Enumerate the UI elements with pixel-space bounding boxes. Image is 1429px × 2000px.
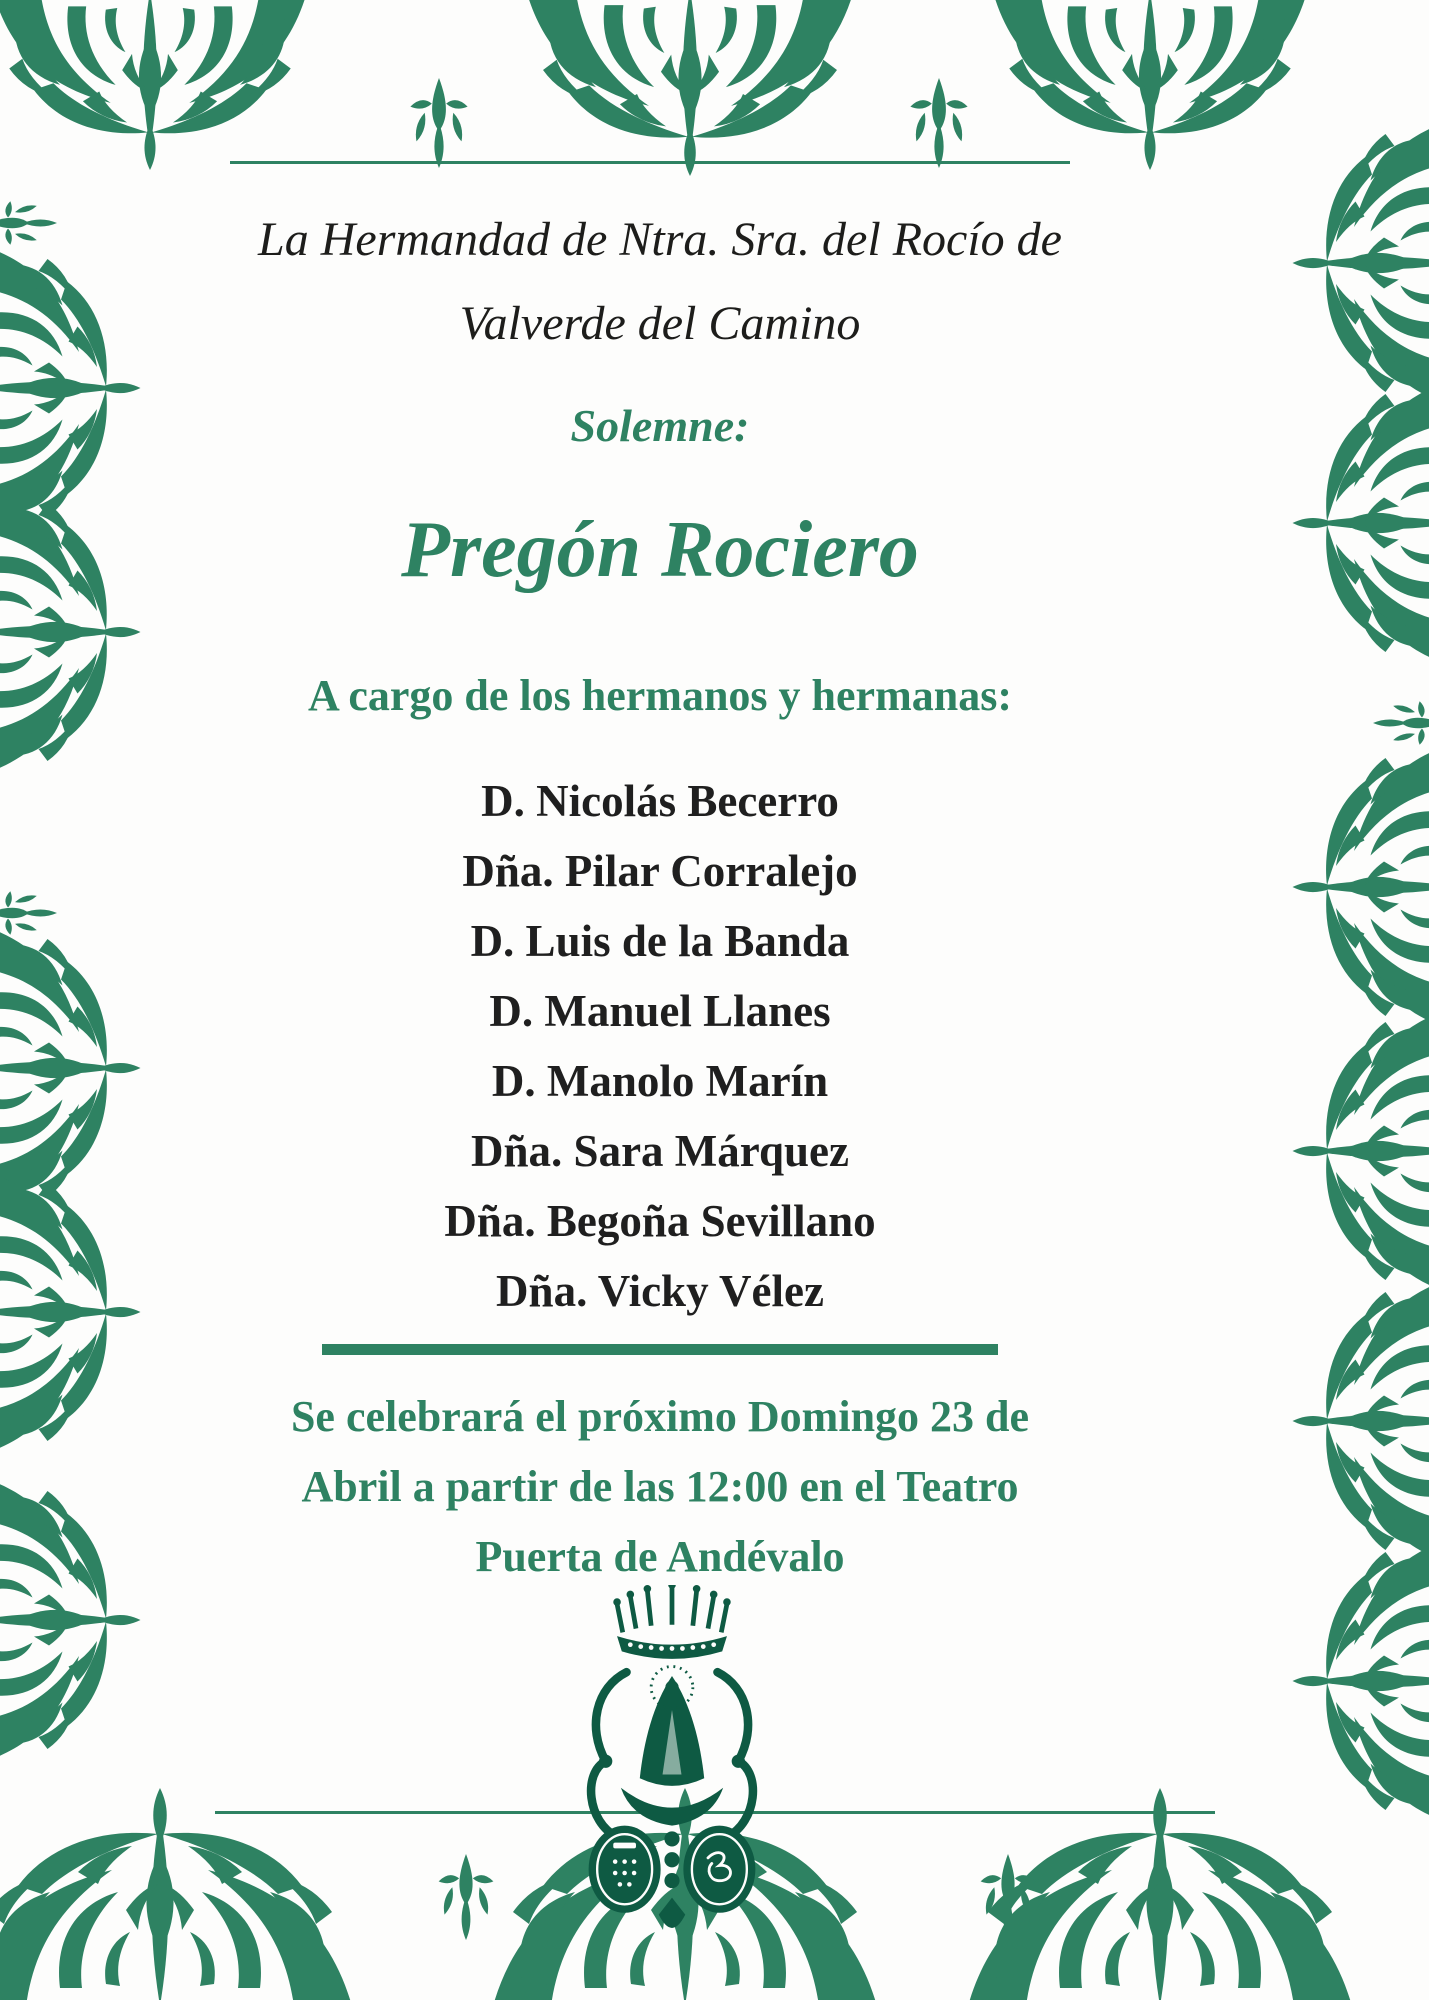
damask-motif-icon [0,512,208,752]
speaker-name: Dña. Vicky Vélez [496,1266,824,1316]
speaker-name: D. Nicolás Becerro [481,776,839,826]
poster-title: Pregón Rociero [401,506,919,594]
damask-motif-icon [1225,762,1429,1012]
speaker-name: D. Luis de la Banda [470,916,850,966]
speaker-name: Dña. Pilar Corralejo [462,846,858,896]
damask-motif-icon [0,948,208,1188]
speaker-name: D. Manuel Llanes [489,986,831,1036]
damask-motif-icon [1225,1026,1429,1276]
fleur-accent-icon [1382,688,1429,758]
organization-name [180,198,1140,366]
kicker-solemne: Solemne: [570,400,750,451]
damask-motif-icon [1225,1296,1429,1546]
divider-rule [322,1344,998,1355]
fleur-accent-icon [0,188,48,258]
brotherhood-crest-icon [552,1585,792,1945]
damask-motif-icon [1225,1556,1429,1806]
event-details-line1: Se celebrará el próximo Domingo 23 de [290,1392,1030,1441]
subtitle-a-cargo: A cargo de los hermanos y hermanas: [308,671,1012,720]
speaker-name: D. Manolo Marín [491,1056,829,1106]
organization-name-line1: La Hermandad de Ntra. Sra. del Rocío de [258,213,1062,266]
event-details [180,1382,1140,1592]
damask-motif-icon [0,1500,208,1740]
damask-motif-icon [1225,398,1429,648]
speakers-list [180,766,1140,1326]
damask-motif-icon [0,1192,208,1432]
speaker-name: Dña. Begoña Sevillano [444,1196,876,1246]
speaker-name: Dña. Sara Márquez [471,1126,849,1176]
damask-motif-icon [1225,138,1429,388]
damask-motif-icon [0,268,208,508]
fleur-accent-icon [0,878,48,948]
event-details-line3: Puerta de Andévalo [475,1532,845,1581]
organization-name-line2: Valverde del Camino [459,297,861,350]
event-details-line2: Abril a partir de las 12:00 en el Teatro [301,1462,1019,1511]
